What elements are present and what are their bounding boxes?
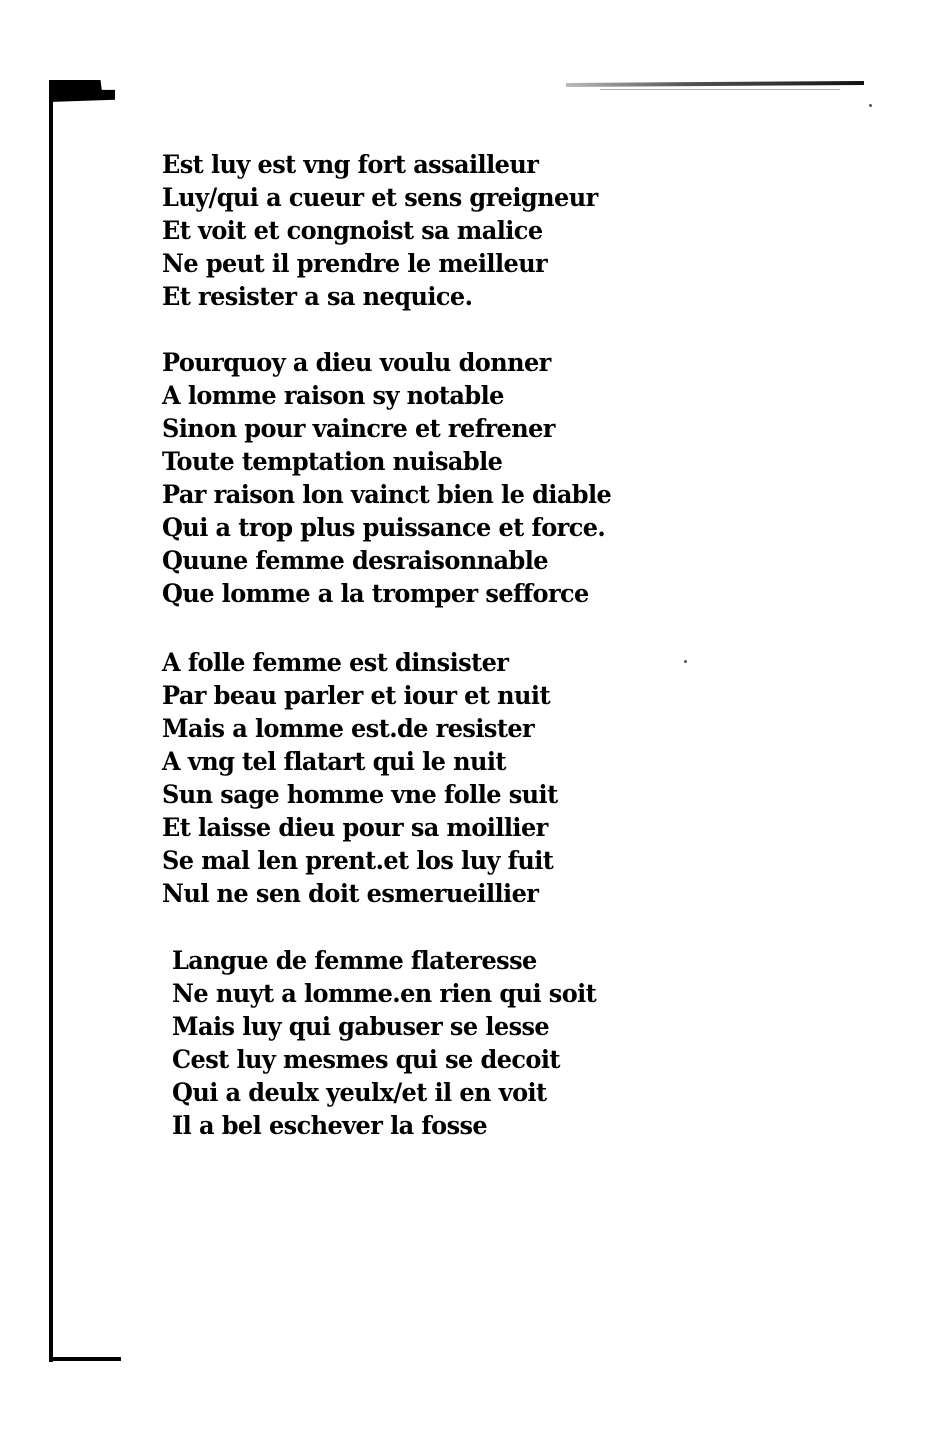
verse-line: Sinon pour vaincre et refrener	[162, 414, 555, 443]
stanza-3	[162, 646, 622, 910]
page-bottom-left-border	[49, 1357, 121, 1361]
verse-line: Et voit et congnoist sa malice	[162, 216, 543, 245]
verse-line: Est luy est vng fort assailleur	[162, 150, 539, 179]
verse-line: Langue de femme flateresse	[172, 946, 537, 975]
verse-line: Il a bel eschever la fosse	[172, 1111, 488, 1140]
scan-speck	[684, 660, 687, 663]
verse-line: Cest luy mesmes qui se decoit	[172, 1045, 560, 1074]
page-top-right-border	[566, 81, 864, 87]
verse-line: Se mal len prent.et los luy fuit	[162, 846, 554, 875]
verse-line: Et laisse dieu pour sa moillier	[162, 813, 548, 842]
verse-line: Mais luy qui gabuser se lesse	[172, 1012, 550, 1041]
verse-line: Qui a trop plus puissance et force.	[162, 513, 606, 542]
verse-line: Sun sage homme vne folle suit	[162, 780, 558, 809]
page-left-border	[49, 84, 53, 1362]
verse-line: Que lomme a la tromper sefforce	[162, 579, 589, 608]
scan-edge-mark	[49, 80, 115, 102]
verse-line: A lomme raison sy notable	[162, 381, 504, 410]
verse-line: Ne nuyt a lomme.en rien qui soit	[172, 979, 597, 1008]
stanza-1	[162, 148, 622, 313]
verse-line: A vng tel flatart qui le nuit	[162, 747, 506, 776]
verse-line: Ne peut il prendre le meilleur	[162, 249, 548, 278]
stanza-2	[162, 346, 622, 610]
stanza-4	[172, 944, 632, 1142]
page-top-right-border-faint	[600, 89, 840, 90]
verse-line: Et resister a sa nequice.	[162, 282, 473, 311]
verse-line: Toute temptation nuisable	[162, 447, 503, 476]
verse-line: Qui a deulx yeulx/et il en voit	[172, 1078, 547, 1107]
verse-line: Mais a lomme est.de resister	[162, 714, 535, 743]
verse-line: Nul ne sen doit esmerueillier	[162, 879, 539, 908]
verse-line: Luy/qui a cueur et sens greigneur	[162, 183, 598, 212]
verse-line: A folle femme est dinsister	[162, 648, 509, 677]
verse-line: Par raison lon vainct bien le diable	[162, 480, 612, 509]
scan-speck	[869, 104, 872, 107]
verse-line: Par beau parler et iour et nuit	[162, 681, 550, 710]
verse-line: Pourquoy a dieu voulu donner	[162, 348, 551, 377]
verse-line: Quune femme desraisonnable	[162, 546, 548, 575]
